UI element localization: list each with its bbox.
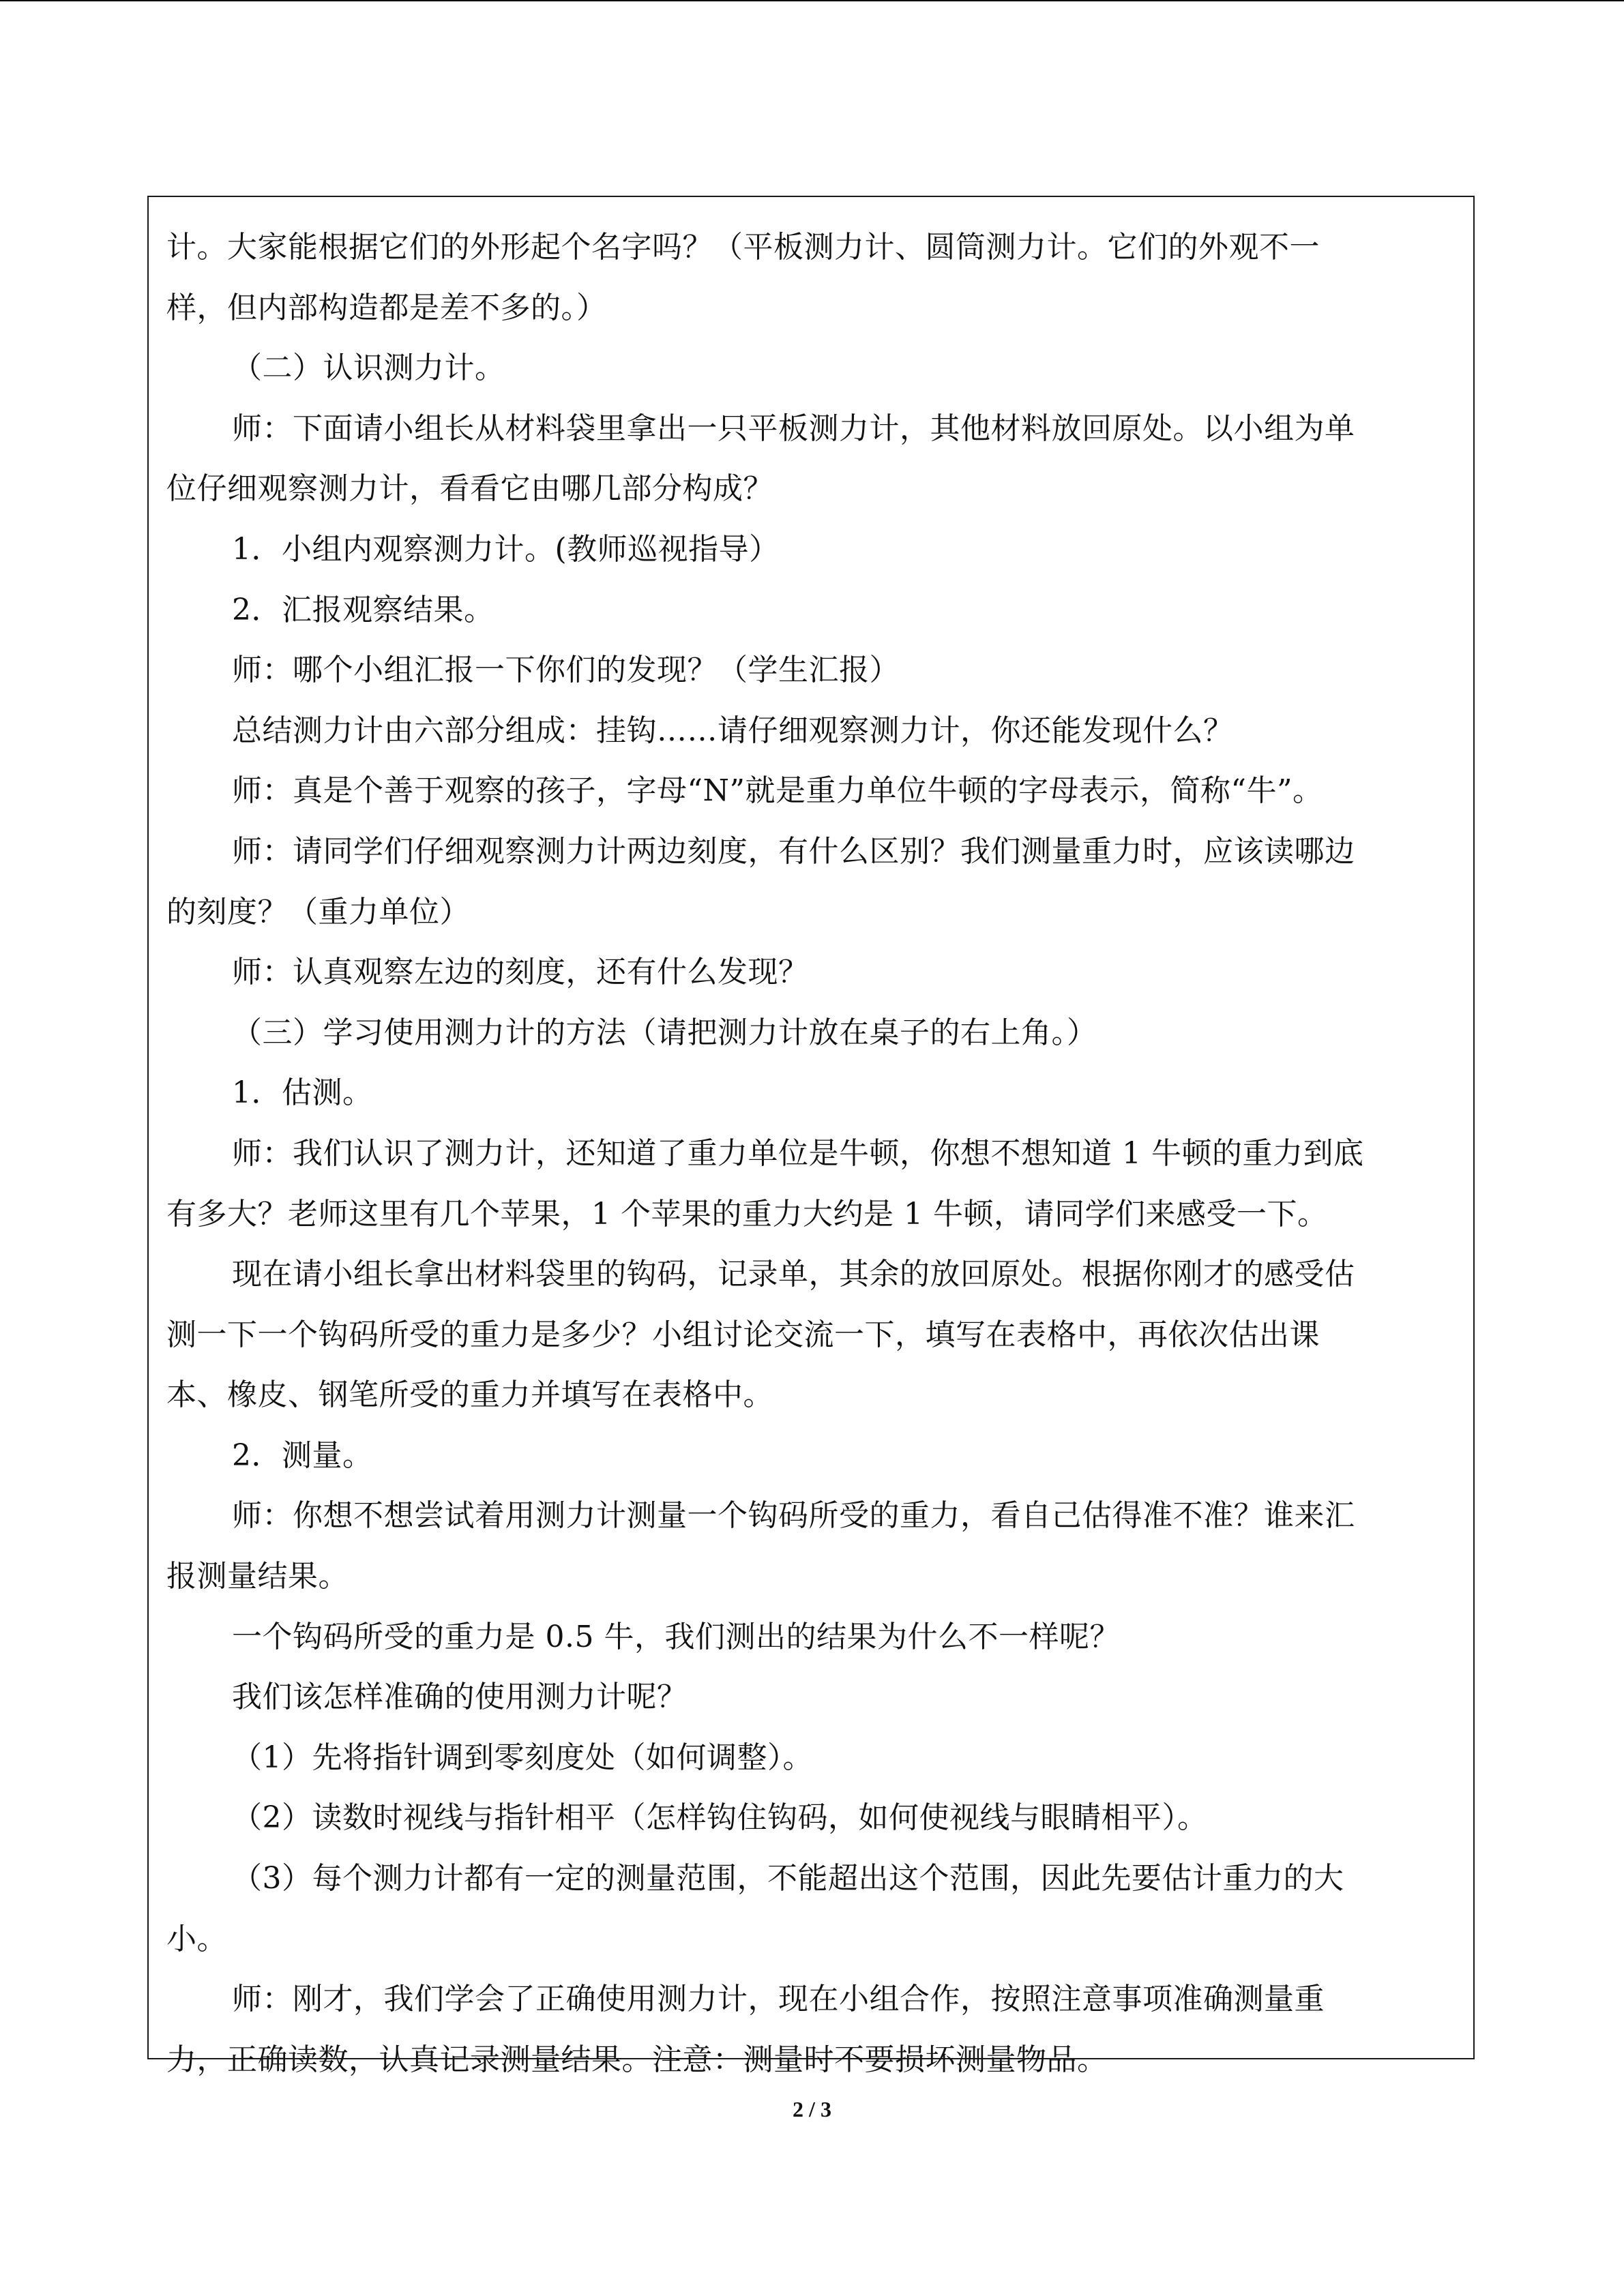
text-line: 师：我们认识了测力计，还知道了重力单位是牛顿，你想不想知道 1 牛顿的重力到底: [232, 1135, 1364, 1171]
text-line: 师：刚才，我们学会了正确使用测力计，现在小组合作，按照注意事项准确测量重: [232, 1982, 1325, 2017]
text-line: 师：请同学们仔细观察测力计两边刻度，有什么区别？我们测量重力时，应该读哪边: [232, 833, 1355, 869]
text-line: 测一下一个钩码所受的重力是多少？小组讨论交流一下，填写在表格中，再依次估出课: [166, 1317, 1320, 1352]
text-line: （3）每个测力计都有一定的测量范围，不能超出这个范围，因此先要估计重力的大: [232, 1861, 1344, 1896]
text-line: 报测量结果。: [166, 1559, 349, 1594]
text-line: 本、橡皮、钢笔所受的重力并填写在表格中。: [166, 1377, 773, 1413]
text-line: 一个钩码所受的重力是 0.5 牛，我们测出的结果为什么不一样呢？: [232, 1619, 1120, 1654]
text-line: 师：你想不想尝试着用测力计测量一个钩码所受的重力，看自己估得准不准？谁来汇: [232, 1498, 1355, 1534]
text-line: （1）先将指针调到零刻度处（如何调整）。: [232, 1740, 813, 1775]
text-line: 师：认真观察左边的刻度，还有什么发现？: [232, 955, 809, 990]
text-line: 力，正确读数，认真记录测量结果。注意：测量时不要损坏测量物品。: [166, 2042, 1108, 2077]
text-line: 师：下面请小组长从材料袋里拿出一只平板测力计，其他材料放回原处。以小组为单: [232, 411, 1355, 446]
lesson-text-box: [147, 196, 1475, 2077]
text-line: 的刻度？（重力单位）: [166, 894, 470, 929]
text-line: 1．小组内观察测力计。(教师巡视指导）: [232, 531, 780, 567]
text-line: （2）读数时视线与指针相平（怎样钩住钩码，如何使视线与眼睛相平）。: [232, 1800, 1208, 1836]
text-line: 2．测量。: [232, 1437, 373, 1473]
text-line: 我们该怎样准确的使用测力计呢？: [232, 1680, 688, 1715]
text-line: 小。: [166, 1921, 227, 1956]
page-top-rule: [0, 0, 1624, 1]
page-number: 2 / 3: [793, 2097, 831, 2121]
text-line: 1．估测。: [232, 1075, 373, 1111]
text-line: 2．汇报观察结果。: [232, 592, 494, 627]
text-line: 样，但内部构造都是差不多的。）: [166, 290, 607, 325]
text-line: 师：真是个善于观察的孩子，字母“N”就是重力单位牛顿的字母表示，简称“牛”。: [232, 773, 1323, 809]
text-line: 现在请小组长拿出材料袋里的钩码，记录单，其余的放回原处。根据你刚才的感受估: [232, 1257, 1355, 1292]
text-line: 位仔细观察测力计，看看它由哪几部分构成？: [166, 471, 773, 507]
lesson-text-lines: [166, 218, 1460, 2090]
text-line: 计。大家能根据它们的外形起个名字吗？（平板测力计、圆筒测力计。它们的外观不一: [166, 230, 1320, 265]
text-line: （二）认识测力计。: [232, 351, 505, 386]
text-line: （三）学习使用测力计的方法（请把测力计放在桌子的右上角。）: [232, 1015, 1097, 1050]
text-line: 师：哪个小组汇报一下你们的发现？（学生汇报）: [232, 653, 900, 688]
text-line: 总结测力计由六部分组成：挂钩……请仔细观察测力计，你还能发现什么？: [232, 713, 1234, 748]
text-line: 有多大？老师这里有几个苹果，1 个苹果的重力大约是 1 牛顿，请同学们来感受一下。: [166, 1196, 1328, 1232]
